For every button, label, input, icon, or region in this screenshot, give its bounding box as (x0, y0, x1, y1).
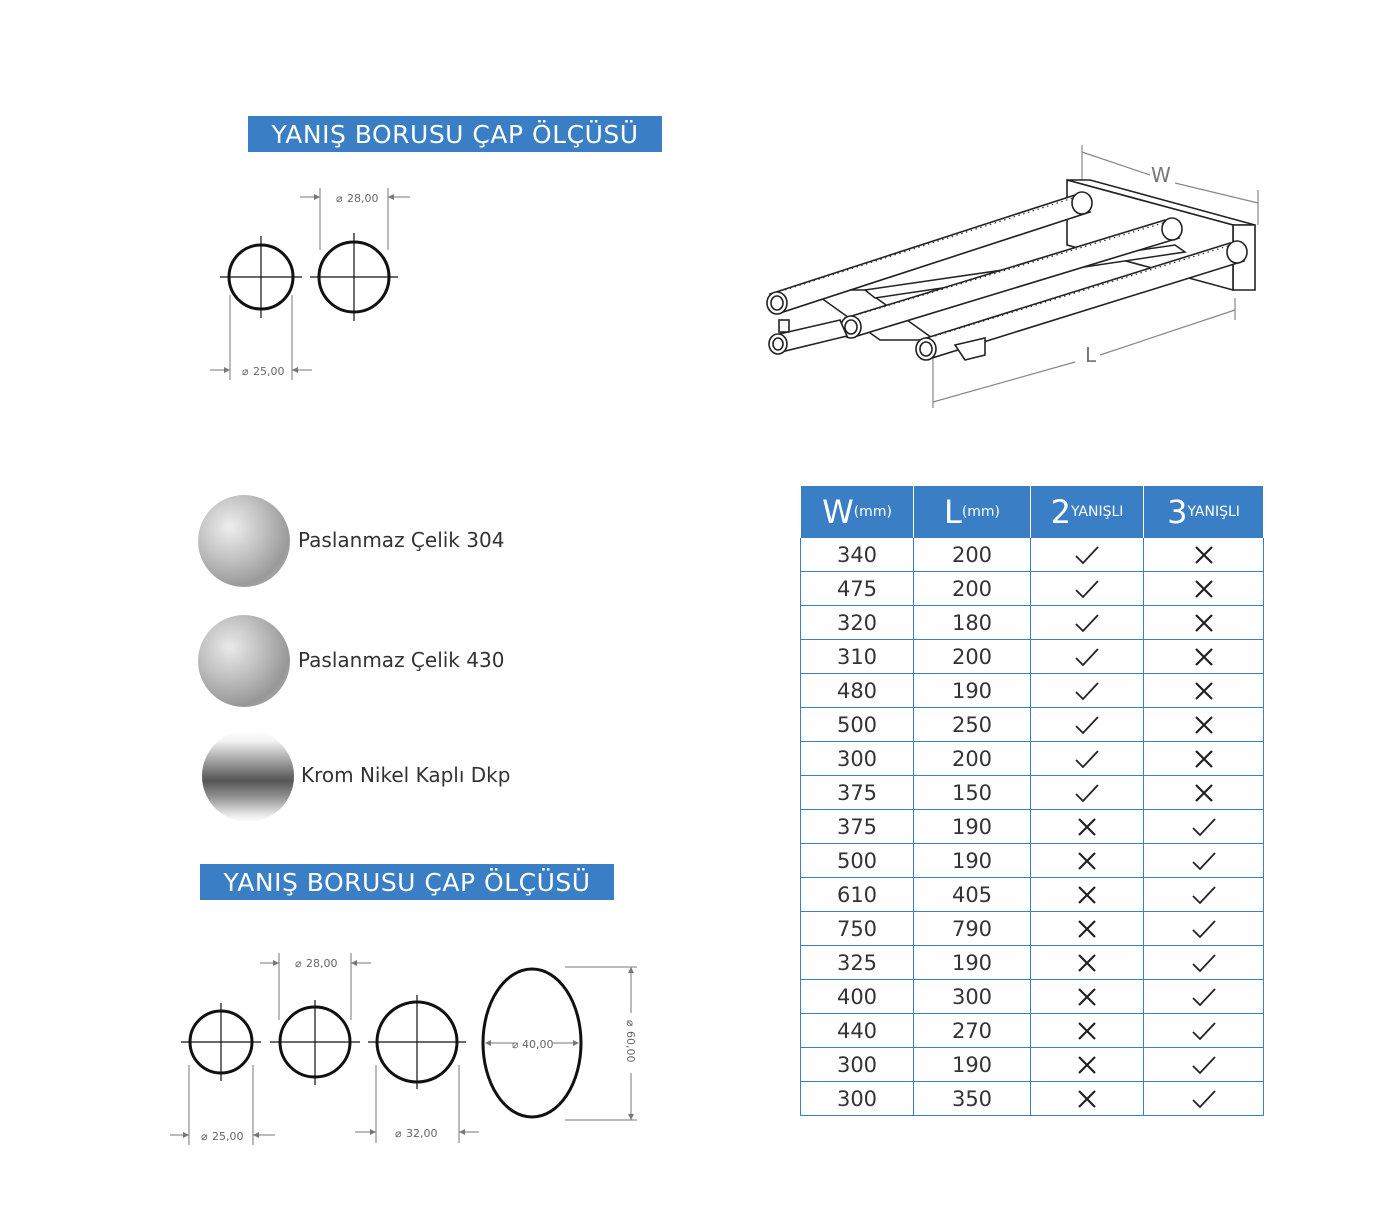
diameter-symbol-32: ⌀ (395, 1127, 402, 1140)
cell-l: 200 (914, 640, 1031, 674)
cell-l: 200 (914, 538, 1031, 572)
header-main: L (943, 492, 962, 531)
cross-icon (1031, 980, 1144, 1014)
cell-l: 200 (914, 572, 1031, 606)
check-icon (1144, 912, 1264, 946)
material-label: Paslanmaz Çelik 304 (298, 528, 505, 552)
check-icon (1031, 640, 1144, 674)
check-icon (1031, 538, 1144, 572)
spec-table (800, 486, 1264, 1116)
check-icon (1144, 1014, 1264, 1048)
cell-l: 270 (914, 1014, 1031, 1048)
table-header-cell (914, 486, 1031, 538)
cross-icon (1144, 776, 1264, 810)
burner-drawing (755, 140, 1275, 420)
bottom-dim-25: 25,00 (212, 1130, 244, 1143)
diameter-symbol-60: ⌀ (624, 1020, 637, 1027)
cell-l: 190 (914, 810, 1031, 844)
header-main: 3 (1167, 492, 1188, 531)
w-label: W (1151, 163, 1171, 187)
cell-w: 320 (801, 606, 914, 640)
cell-w: 300 (801, 742, 914, 776)
cross-icon (1144, 606, 1264, 640)
cell-l: 200 (914, 742, 1031, 776)
check-icon (1144, 980, 1264, 1014)
check-icon (1144, 1048, 1264, 1082)
header-sub: (mm) (853, 503, 892, 520)
cell-w: 610 (801, 878, 914, 912)
stainless-304-swatch (198, 495, 290, 587)
cell-l: 150 (914, 776, 1031, 810)
cell-w: 500 (801, 844, 914, 878)
cell-w: 340 (801, 538, 914, 572)
bottom-dim-28: 28,00 (306, 957, 338, 970)
bottom-dim-32: 32,00 (406, 1127, 438, 1140)
diameter-symbol-25: ⌀ (201, 1130, 208, 1143)
table-header-cell (1031, 486, 1144, 538)
cell-l: 180 (914, 606, 1031, 640)
cell-w: 500 (801, 708, 914, 742)
check-icon (1144, 844, 1264, 878)
cell-w: 325 (801, 946, 914, 980)
cell-w: 440 (801, 1014, 914, 1048)
cross-icon (1144, 742, 1264, 776)
check-icon (1144, 878, 1264, 912)
cell-w: 375 (801, 810, 914, 844)
cross-icon (1031, 1048, 1144, 1082)
bottom-dim-40: 40,00 (522, 1038, 554, 1051)
diameter-symbol-28: ⌀ (295, 957, 302, 970)
header-sub: (mm) (961, 503, 1001, 520)
cross-icon (1031, 946, 1144, 980)
cell-l: 790 (914, 912, 1031, 946)
table-row (801, 1014, 1264, 1048)
table-row (801, 776, 1264, 810)
cell-w: 300 (801, 1048, 914, 1082)
table-row (801, 708, 1264, 742)
cell-l: 190 (914, 844, 1031, 878)
table-row (801, 674, 1264, 708)
cell-w: 750 (801, 912, 914, 946)
table-header-cell (801, 486, 914, 538)
table-row (801, 844, 1264, 878)
cell-l: 350 (914, 1082, 1031, 1116)
table-row (801, 1082, 1264, 1116)
check-icon (1031, 674, 1144, 708)
table-row (801, 640, 1264, 674)
cell-l: 190 (914, 1048, 1031, 1082)
check-icon (1144, 1082, 1264, 1116)
header-main: W (822, 492, 854, 531)
cell-w: 310 (801, 640, 914, 674)
diameter-symbol-25: ⌀ (242, 365, 249, 378)
cell-w: 300 (801, 1082, 914, 1116)
table-row (801, 742, 1264, 776)
check-icon (1144, 946, 1264, 980)
cross-icon (1031, 844, 1144, 878)
chrome-nickel-swatch (202, 730, 294, 822)
check-icon (1031, 708, 1144, 742)
table-row (801, 1048, 1264, 1082)
cell-l: 190 (914, 946, 1031, 980)
cross-icon (1031, 912, 1144, 946)
cross-icon (1031, 1014, 1144, 1048)
cell-l: 300 (914, 980, 1031, 1014)
table-header-row (801, 486, 1264, 538)
header-sub: YANIŞLI (1070, 503, 1124, 520)
top-diameter-diagram (200, 180, 430, 390)
bottom-dim-60: 60,00 (624, 1031, 637, 1063)
top-dim-25: 25,00 (253, 365, 285, 378)
table-header-cell (1144, 486, 1264, 538)
bottom-section-title: YANIŞ BORUSU ÇAP ÖLÇÜSÜ (200, 864, 614, 900)
cross-icon (1031, 1082, 1144, 1116)
l-label: L (1085, 343, 1097, 367)
top-section-title: YANIŞ BORUSU ÇAP ÖLÇÜSÜ (248, 116, 662, 152)
diameter-symbol-40: ⌀ (512, 1038, 519, 1051)
table-row (801, 912, 1264, 946)
check-icon (1031, 742, 1144, 776)
cell-l: 250 (914, 708, 1031, 742)
table-row (801, 980, 1264, 1014)
material-label: Krom Nikel Kaplı Dkp (301, 763, 511, 787)
stainless-430-swatch (198, 615, 290, 707)
cross-icon (1144, 640, 1264, 674)
table-row (801, 606, 1264, 640)
header-main: 2 (1050, 492, 1071, 531)
cell-w: 400 (801, 980, 914, 1014)
table-row (801, 878, 1264, 912)
cell-w: 475 (801, 572, 914, 606)
table-row (801, 946, 1264, 980)
diameter-symbol-28: ⌀ (336, 192, 343, 205)
cross-icon (1144, 538, 1264, 572)
table-row (801, 538, 1264, 572)
table-row (801, 572, 1264, 606)
check-icon (1031, 572, 1144, 606)
cell-l: 405 (914, 878, 1031, 912)
cross-icon (1144, 674, 1264, 708)
bottom-diameter-diagram (165, 945, 645, 1155)
cell-l: 190 (914, 674, 1031, 708)
cross-icon (1031, 878, 1144, 912)
header-sub: YANIŞLI (1187, 503, 1240, 520)
table-row (801, 810, 1264, 844)
material-label: Paslanmaz Çelik 430 (298, 648, 505, 672)
cross-icon (1144, 572, 1264, 606)
cell-w: 375 (801, 776, 914, 810)
cross-icon (1031, 810, 1144, 844)
check-icon (1031, 776, 1144, 810)
cross-icon (1144, 708, 1264, 742)
check-icon (1031, 606, 1144, 640)
cell-w: 480 (801, 674, 914, 708)
top-dim-28: 28,00 (347, 192, 379, 205)
check-icon (1144, 810, 1264, 844)
